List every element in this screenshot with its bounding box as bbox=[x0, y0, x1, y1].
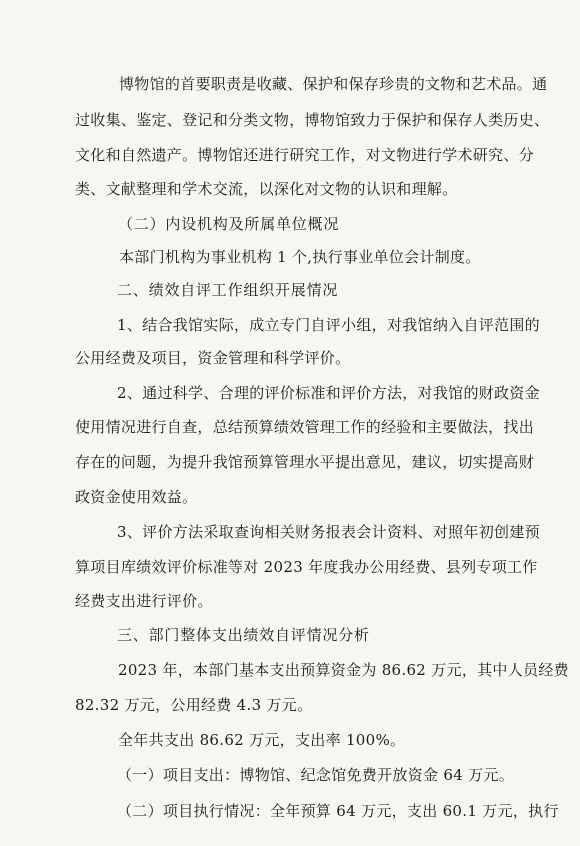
paragraph-budget-line-2: 82.32 万元，公用经费 4.3 万元。 bbox=[75, 696, 313, 714]
item-2-line-1: 2、通过科学、合理的评价标准和评价方法，对我馆的财政资金 bbox=[117, 384, 540, 402]
paragraph-institution: 本部门机构为事业机构 1 个,执行事业单位会计制度。 bbox=[119, 248, 481, 266]
item-3-line-3: 经费支出进行评价。 bbox=[75, 592, 213, 610]
paragraph-museum-duties-line-1: 博物馆的首要职责是收藏、保护和保存珍贵的文物和艺术品。通 bbox=[119, 75, 548, 93]
project-expenditure: （一）项目支出：博物馆、纪念馆免费开放资金 64 万元。 bbox=[117, 766, 515, 784]
section-heading-self-evaluation-organization: 二、绩效自评工作组织开展情况 bbox=[117, 281, 339, 299]
paragraph-museum-duties-line-2: 过收集、鉴定、登记和分类文物，博物馆致力于保护和保存人类历史、 bbox=[75, 111, 550, 129]
paragraph-total-expenditure: 全年共支出 86.62 万元，支出率 100%。 bbox=[118, 731, 406, 749]
paragraph-museum-duties-line-4: 类、文献整理和学术交流，以深化对文物的认识和理解。 bbox=[75, 180, 458, 198]
item-2-line-4: 政资金使用效益。 bbox=[75, 488, 198, 506]
item-3-line-1: 3、评价方法采取查询相关财务报表会计资料、对照年初创建预 bbox=[117, 523, 540, 541]
item-3-line-2: 算项目库绩效评价标准等对 2023 年度我办公用经费、县列专项工作 bbox=[75, 558, 538, 576]
paragraph-museum-duties-line-3: 文化和自然遗产。博物馆还进行研究工作，对文物进行学术研究、分 bbox=[75, 146, 535, 164]
item-2-line-2: 使用情况进行自查，总结预算绩效管理工作的经验和主要做法，找出 bbox=[75, 418, 535, 436]
project-execution: （二）项目执行情况：全年预算 64 万元，支出 60.1 万元，执行 bbox=[117, 802, 559, 820]
paragraph-budget-line-1: 2023 年，本部门基本支出预算资金为 86.62 万元，其中人员经费 bbox=[118, 661, 569, 679]
item-1-line-2: 公用经费及项目，资金管理和科学评价。 bbox=[75, 349, 351, 367]
item-2-line-3: 存在的问题，为提升我馆预算管理水平提出意见，建议，切实提高财 bbox=[75, 453, 535, 471]
item-1-line-1: 1、结合我馆实际，成立专门自评小组，对我馆纳入自评范围的 bbox=[117, 316, 540, 334]
section-heading-expenditure-analysis: 三、部门整体支出绩效自评情况分析 bbox=[117, 626, 370, 644]
section-heading-internal-units: （二）内设机构及所属单位概况 bbox=[118, 215, 340, 233]
